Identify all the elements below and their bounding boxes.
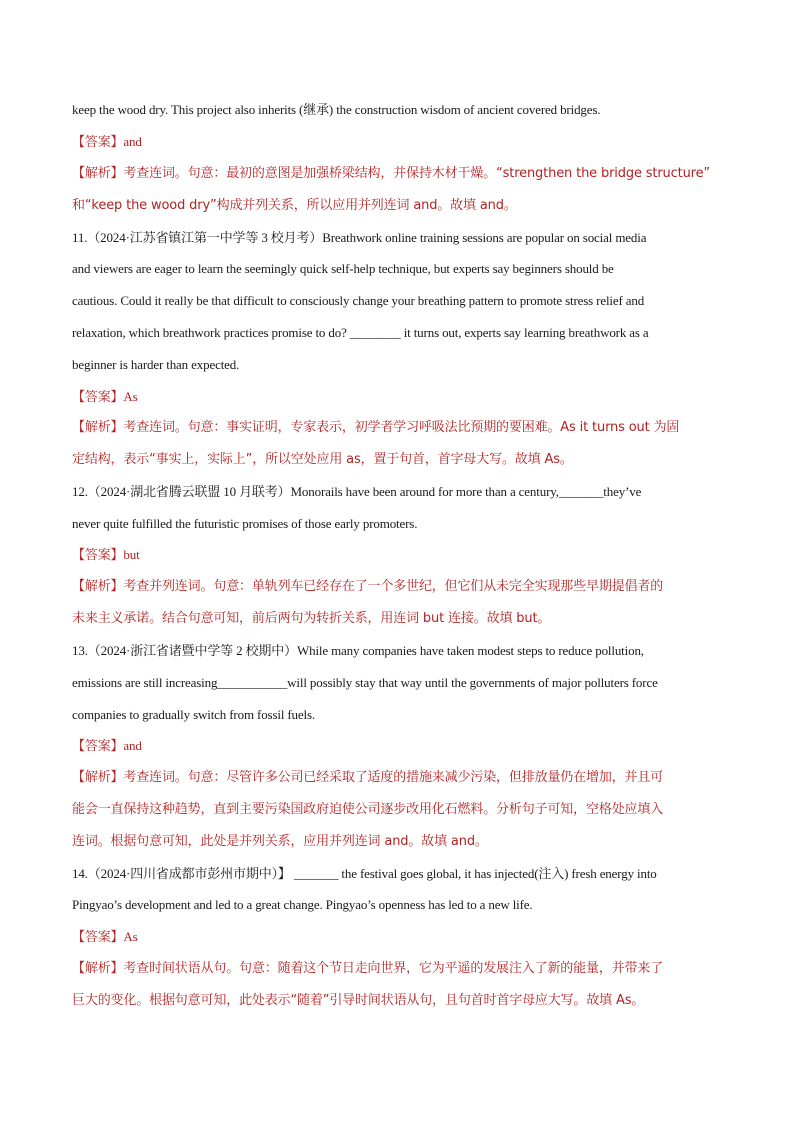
question-line: 12.（2024·湖北省腾云联盟 10 月联考）Monorails have been around for more than a century,_______they’ve [72,484,642,499]
question-line: keep the wood dry. This project also inherits (继承) the construction wisdom of ancient covered bridges. [72,102,601,117]
answer-value: and [123,738,142,753]
question-line: 14.（2024·四川省成都市彭州市期中）】 _______ the festival goes global, it has injected(注入) fresh energy into [72,866,657,881]
analysis-label: 【解析】 [72,420,124,435]
answer-label: 【答案】 [72,135,124,150]
analysis-text: 考查连词。句意：事实证明，专家表示，初学者学习呼吸法比预期的要困难。As it turns out 为固 [123,420,680,435]
analysis-text: 考查连词。句意：尽管许多公司已经采取了适度的措施来减少污染，但排放量仍在增加，并且可 [123,770,664,785]
question-line: emissions are still increasing___________will possibly stay that way until the governments of major polluters force [72,675,658,690]
analysis-text: 连词。根据句意可知，此处是并列关系，应用并列连词 and。故填 and。 [72,834,488,849]
analysis-text: 未来主义承诺。结合句意可知，前后两句为转折关系，用连词 but 连接。故填 but。 [72,611,551,626]
answer-value: As [123,389,138,404]
answer-row [72,133,724,152]
analysis-text: 能会一直保持这种趋势，直到主要污染国政府迫使公司逐步改用化石燃料。分析句子可知，空格处应填入 [72,802,664,817]
analysis-text: 巨大的变化。根据句意可知，此处表示“随着”引导时间状语从句，且句首时首字母应大写。故填 As。 [72,993,645,1008]
answer-label: 【答案】 [72,548,124,563]
question-line: companies to gradually switch from fossil fuels. [72,707,315,722]
analysis-label: 【解析】 [72,166,124,181]
question-line: 11.（2024·江苏省镇江第一中学等 3 校月考）Breathwork online training sessions are popular on social media [72,230,647,245]
analysis-text: 和“keep the wood dry”构成并列关系，所以应用并列连词 and。故填 and。 [72,198,517,213]
analysis-text: 考查连词。句意：最初的意图是加强桥梁结构，并保持木材干燥。“strengthen the bridge structure” [123,166,711,181]
analysis-label: 【解析】 [72,770,124,785]
question-line: and viewers are eager to learn the seemingly quick self-help technique, but experts say beginners should be [72,261,614,276]
answer-label: 【答案】 [72,930,124,945]
answer-label: 【答案】 [72,390,124,405]
question-line: Pingyao’s development and led to a great change. Pingyao’s openness has led to a new life. [72,897,533,912]
answer-value: and [123,134,142,149]
answer-row [72,928,724,947]
analysis-row [72,419,724,437]
analysis-label: 【解析】 [72,579,124,594]
analysis-row [72,960,724,978]
answer-value: but [123,547,140,562]
analysis-row [72,165,724,183]
answer-value: As [123,929,138,944]
question-line: never quite fulfilled the futuristic promises of those early promoters. [72,516,418,531]
analysis-text: 考查时间状语从句。句意：随着这个节日走向世界，它为平遥的发展注入了新的能量，并带来了 [123,961,664,976]
answer-row [72,388,724,407]
answer-row [72,546,724,565]
analysis-label: 【解析】 [72,961,124,976]
analysis-text: 定结构，表示“事实上，实际上”，所以空处应用 as，置于句首，首字母大写。故填 As。 [72,452,573,467]
analysis-text: 考查并列连词。句意：单轨列车已经存在了一个多世纪，但它们从未完全实现那些早期提倡者的 [123,579,664,594]
analysis-row [72,769,724,787]
analysis-row [72,578,724,596]
question-line: 13.（2024·浙江省诸暨中学等 2 校期中）While many companies have taken modest steps to reduce pollution, [72,643,644,658]
answer-label: 【答案】 [72,739,124,754]
question-line: relaxation, which breathwork practices promise to do? ________ it turns out, experts say learning breathwork as a [72,325,649,340]
question-line: beginner is harder than expected. [72,357,240,372]
answer-row [72,737,724,756]
question-line: cautious. Could it really be that difficult to consciously change your breathing pattern to promote stress relief and [72,293,645,308]
